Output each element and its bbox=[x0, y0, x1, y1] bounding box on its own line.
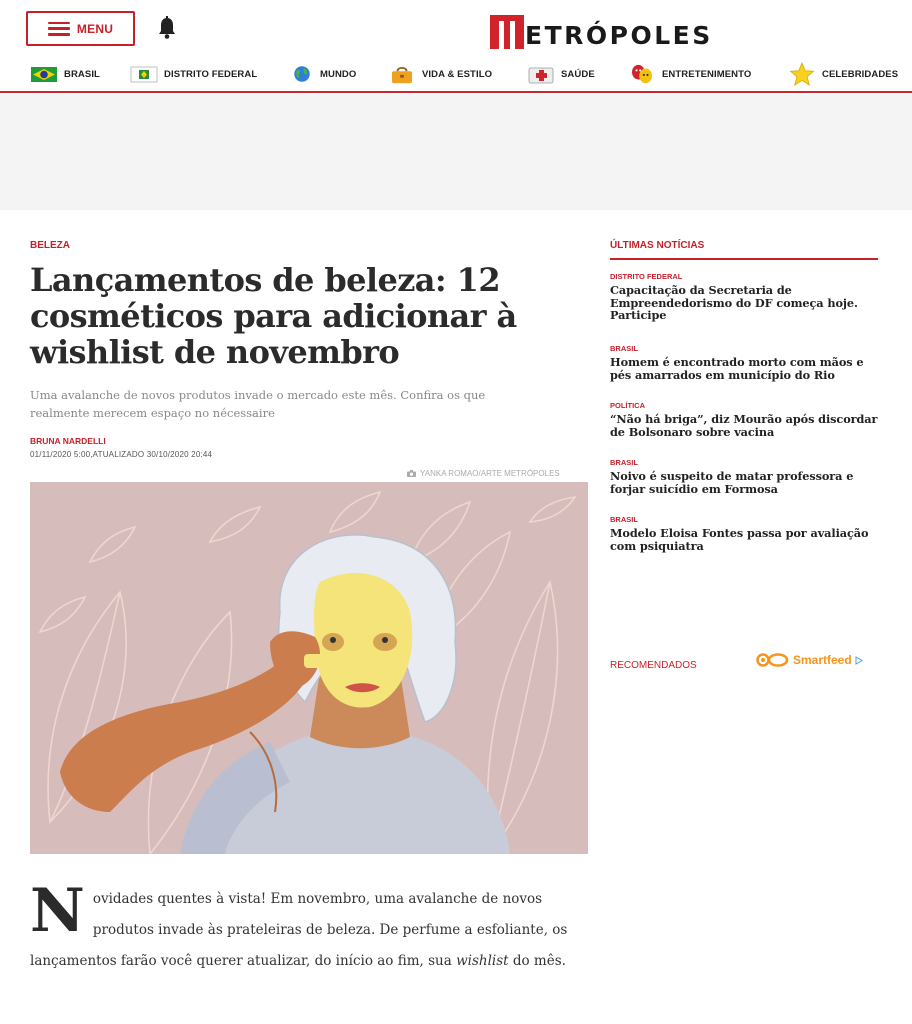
smartfeed-label: Smartfeed bbox=[793, 653, 852, 667]
handbag-icon bbox=[388, 64, 416, 84]
nav-item-celebridades[interactable] bbox=[788, 60, 898, 88]
smartfeed-badge[interactable] bbox=[756, 653, 863, 667]
play-triangle-icon bbox=[855, 656, 863, 665]
first-aid-kit-icon bbox=[527, 64, 555, 84]
nav-label: VIDA & ESTILO bbox=[422, 68, 493, 80]
logo-m-mark bbox=[490, 15, 524, 49]
article-author[interactable]: BRUNA NARDELLI bbox=[30, 436, 106, 446]
nav-item-vida-estilo[interactable] bbox=[388, 60, 492, 88]
woman-face-mask-illustration bbox=[30, 482, 588, 854]
theater-masks-icon bbox=[628, 64, 656, 84]
news-headline[interactable]: Capacitação da Secretaria de Empreendedorismo do DF começa hoje. Participe bbox=[610, 283, 858, 322]
menu-button[interactable] bbox=[26, 11, 135, 46]
hamburger-icon bbox=[48, 22, 70, 36]
globe-icon bbox=[290, 62, 314, 86]
menu-button-label: MENU bbox=[76, 21, 114, 36]
news-category: BRASIL bbox=[610, 458, 638, 467]
nav-item-brasil[interactable] bbox=[30, 60, 100, 88]
article-body-text-end: do mês. bbox=[508, 953, 566, 969]
latest-news-item[interactable] bbox=[610, 272, 878, 322]
photo-credit-text: YANKA ROMAO/ARTE METRÓPOLES bbox=[420, 469, 560, 478]
latest-news-heading[interactable]: ÚLTIMAS NOTÍCIAS bbox=[610, 240, 878, 260]
news-headline[interactable]: “Não há briga”, diz Mourão após discordar de Bolsonaro sobre vacina bbox=[610, 412, 878, 439]
camera-icon bbox=[407, 470, 416, 477]
article-body-emphasis: wishlist bbox=[456, 953, 509, 969]
metropoles-logo[interactable] bbox=[490, 11, 713, 49]
star-icon bbox=[788, 62, 816, 86]
smartfeed-logo-icon bbox=[756, 653, 790, 667]
recommended-heading: RECOMENDADOS bbox=[610, 660, 697, 671]
nav-label: BRASIL bbox=[64, 68, 100, 80]
latest-news-item[interactable] bbox=[610, 515, 878, 552]
nav-item-saude[interactable] bbox=[527, 60, 595, 88]
nav-label: ENTRETENIMENTO bbox=[662, 68, 752, 80]
latest-news-item[interactable] bbox=[610, 458, 878, 495]
ad-banner-area bbox=[0, 95, 912, 210]
bell-icon[interactable] bbox=[157, 16, 177, 40]
nav-label: CELEBRIDADES bbox=[822, 68, 899, 80]
news-headline[interactable]: Noivo é suspeito de matar professora e forjar suicídio em Formosa bbox=[610, 469, 854, 496]
news-category: POLÍTICA bbox=[610, 401, 645, 410]
photo-credit bbox=[407, 469, 560, 478]
section-nav bbox=[0, 60, 912, 88]
logo-wordmark: ETRÓPOLES bbox=[525, 21, 713, 50]
news-headline[interactable]: Modelo Eloisa Fontes passa por avaliação com psiquiatra bbox=[610, 526, 869, 553]
news-category: BRASIL bbox=[610, 515, 638, 524]
article-category[interactable]: BELEZA bbox=[30, 240, 70, 251]
nav-item-entretenimento[interactable] bbox=[628, 60, 751, 88]
news-category: BRASIL bbox=[610, 344, 638, 353]
nav-label: DISTRITO FEDERAL bbox=[164, 68, 258, 80]
article-body-text: ovidades quentes à vista! Em novembro, uma avalanche de novos produtos invade às prateleiras de beleza. De perfume a esfoliante, os lançamentos farão você querer atualizar, do início ao fim, sua bbox=[30, 891, 568, 969]
article-subtitle: Uma avalanche de novos produtos invade o mercado este mês. Confira os que realmente merecem espaço no nécessaire bbox=[30, 388, 486, 420]
df-flag-icon bbox=[130, 64, 158, 84]
article-title: Lançamentos de beleza: 12 cosméticos para adicionar à wishlist de novembro bbox=[30, 261, 517, 371]
nav-item-distrito-federal[interactable] bbox=[130, 60, 257, 88]
brazil-flag-icon bbox=[30, 64, 58, 84]
nav-label: MUNDO bbox=[320, 68, 357, 80]
article-dropcap: N bbox=[30, 876, 85, 946]
nav-item-mundo[interactable] bbox=[290, 60, 356, 88]
latest-news-item[interactable] bbox=[610, 401, 878, 438]
latest-news-item[interactable] bbox=[610, 344, 878, 381]
news-category: DISTRITO FEDERAL bbox=[610, 272, 683, 281]
article-body bbox=[30, 876, 590, 977]
site-header bbox=[0, 0, 912, 93]
news-headline[interactable]: Homem é encontrado morto com mãos e pés amarrados em município do Rio bbox=[610, 355, 864, 382]
nav-label: SAÚDE bbox=[561, 68, 595, 80]
article-date: 01/11/2020 5:00,ATUALIZADO 30/10/2020 20:44 bbox=[30, 450, 213, 459]
article-hero-illustration bbox=[30, 482, 588, 854]
